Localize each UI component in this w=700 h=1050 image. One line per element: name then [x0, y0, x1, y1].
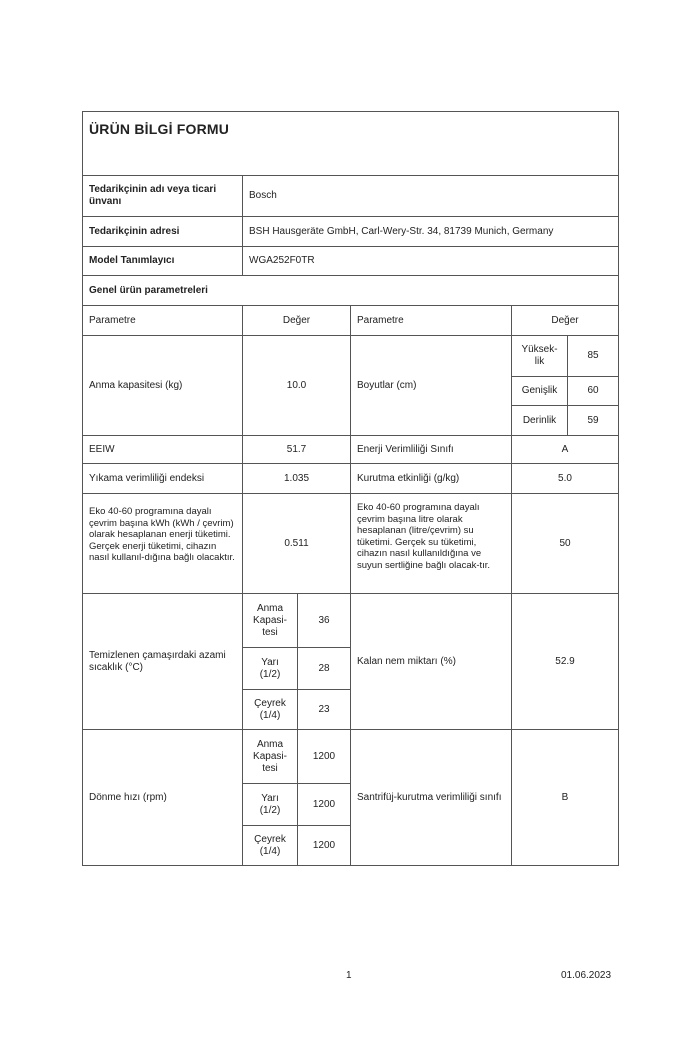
page-number: 1 [346, 970, 352, 981]
rated-capacity-label: Anma kapasitesi (kg) [82, 335, 243, 436]
eeiw-value: 51.7 [242, 435, 351, 464]
spin-full-label: Anma Kapasi-tesi [242, 729, 298, 784]
page-title: ÜRÜN BİLGİ FORMU [89, 121, 230, 137]
supplier-name-value: Bosch [242, 175, 619, 217]
temp-quarter-value: 23 [297, 689, 351, 730]
depth-label: Derinlik [511, 405, 568, 436]
rated-capacity-value: 10.0 [242, 335, 351, 436]
temp-full-label: Anma Kapasi-tesi [242, 593, 298, 648]
spin-quarter-value: 1200 [297, 825, 351, 866]
water-consumption-value: 50 [511, 493, 619, 594]
eeiw-label: EEIW [82, 435, 243, 464]
moisture-value: 52.9 [511, 593, 619, 730]
drying-eff-label: Kurutma etkinliği (g/kg) [350, 463, 512, 494]
spin-half-value: 1200 [297, 783, 351, 826]
header-param-2: Parametre [350, 305, 512, 336]
spin-half-label: Yarı (1/2) [242, 783, 298, 826]
temp-quarter-label: Çeyrek (1/4) [242, 689, 298, 730]
spin-speed-label: Dönme hızı (rpm) [82, 729, 243, 866]
height-value: 85 [567, 335, 619, 377]
energy-class-value: A [511, 435, 619, 464]
water-consumption-label: Eko 40-60 programına dayalı çevrim başına litre olarak hesaplanan (litre/çevrim) su tüketimi. Gerçek su tüketimi, cihazın nasıl kullanıldığına ve suyun sertliğine bağlı olacak-tır. [350, 493, 512, 594]
temp-full-value: 36 [297, 593, 351, 648]
energy-consumption-label: Eko 40-60 programına dayalı çevrim başına kWh (kWh / çevrim) olarak hesaplanan enerji tüketimi. Gerçek enerji tüketimi, cihazın nasıl kullanıl-dığına bağlı olacaktır. [82, 493, 243, 594]
spin-class-label: Santrifüj-kurutma verimliliği sınıfı [350, 729, 512, 866]
supplier-name-label: Tedarikçinin adı veya ticari ünvanı [82, 175, 243, 217]
header-value: Değer [242, 305, 351, 336]
model-label: Model Tanımlayıcı [82, 246, 243, 276]
supplier-address-label: Tedarikçinin adresi [82, 216, 243, 247]
model-value: WGA252F0TR [242, 246, 619, 276]
width-value: 60 [567, 376, 619, 406]
supplier-address-value: BSH Hausgeräte GmbH, Carl-Wery-Str. 34, 81739 Munich, Germany [242, 216, 619, 247]
header-param: Parametre [82, 305, 243, 336]
height-label: Yüksek-lik [511, 335, 568, 377]
spin-full-value: 1200 [297, 729, 351, 784]
energy-consumption-value: 0.511 [242, 493, 351, 594]
drying-eff-value: 5.0 [511, 463, 619, 494]
washing-eff-label: Yıkama verimliliği endeksi [82, 463, 243, 494]
energy-class-label: Enerji Verimliliği Sınıfı [350, 435, 512, 464]
temp-half-value: 28 [297, 647, 351, 690]
width-label: Genişlik [511, 376, 568, 406]
washing-eff-value: 1.035 [242, 463, 351, 494]
max-temperature-label: Temizlenen çamaşırdaki azami sıcaklık (°C) [82, 593, 243, 730]
header-value-2: Değer [511, 305, 619, 336]
depth-value: 59 [567, 405, 619, 436]
temp-half-label: Yarı (1/2) [242, 647, 298, 690]
general-params-label: Genel ürün parametreleri [82, 275, 619, 306]
footer-date: 01.06.2023 [561, 970, 612, 981]
dimensions-label: Boyutlar (cm) [350, 335, 512, 436]
spin-class-value: B [511, 729, 619, 866]
spin-quarter-label: Çeyrek (1/4) [242, 825, 298, 866]
moisture-label: Kalan nem miktarı (%) [350, 593, 512, 730]
